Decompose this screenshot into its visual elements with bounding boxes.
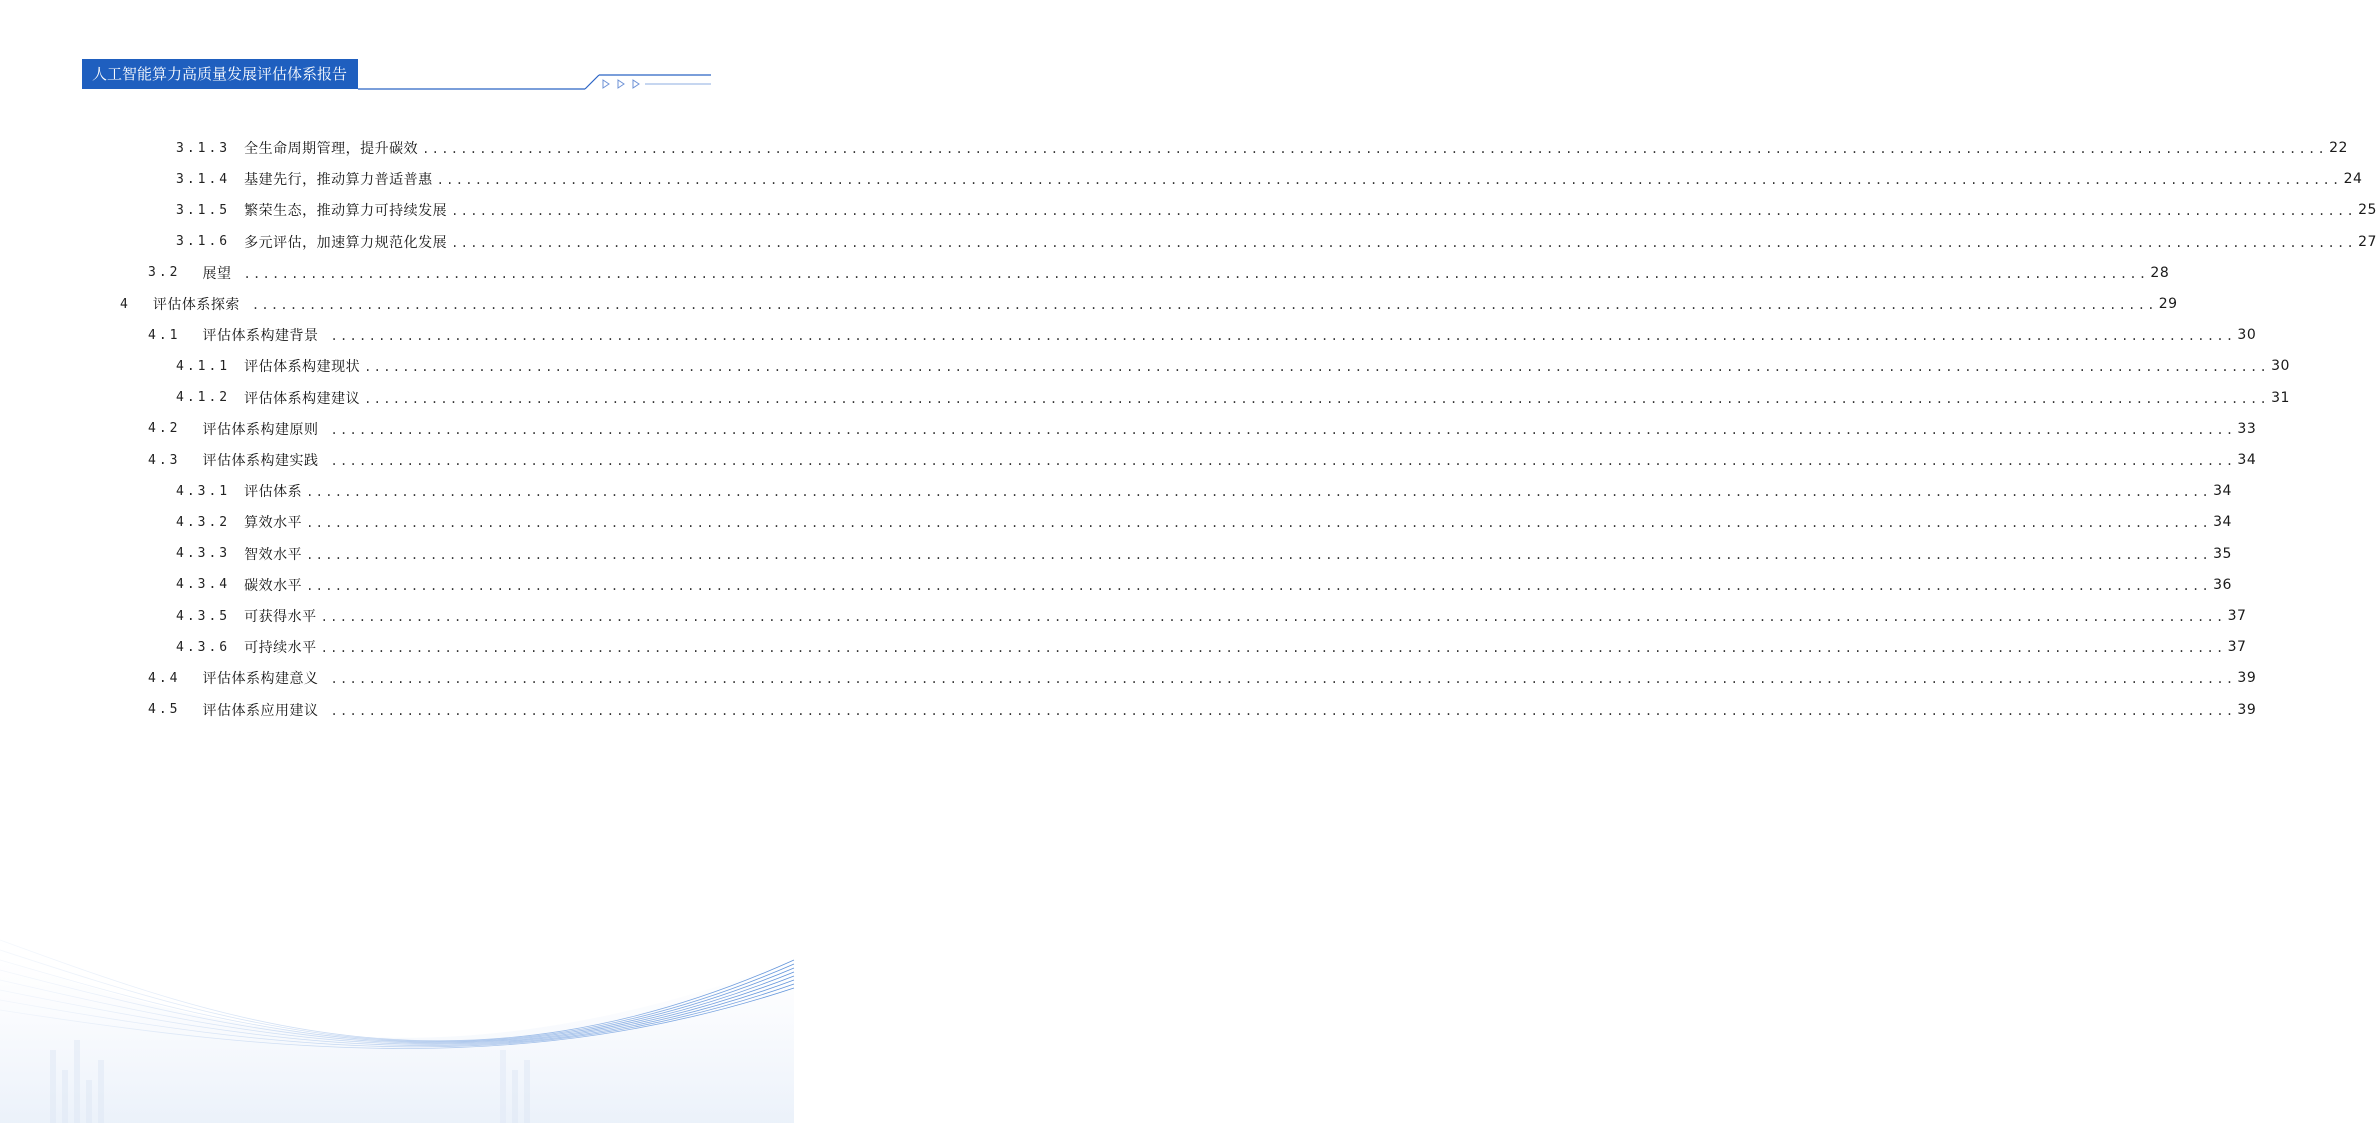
toc-section-title: 碳效水平 bbox=[244, 577, 303, 594]
toc-entry[interactable] bbox=[176, 386, 2290, 410]
toc-leader-dots: ........................................................................................................................................................................................................ bbox=[451, 235, 2357, 250]
toc-section-number: 4.1 bbox=[148, 327, 181, 343]
toc-leader-dots: ........................................................................................................................................................................................................ bbox=[320, 641, 2226, 656]
toc-leader-dots: ........................................................................................................................................................................................................ bbox=[422, 142, 2328, 156]
toc-entry[interactable] bbox=[176, 230, 2377, 254]
toc-entry[interactable] bbox=[176, 167, 2363, 191]
toc-leader-dots: ........................................................................................................................................................................................................ bbox=[451, 204, 2357, 219]
toc-section-title: 评估体系 bbox=[244, 484, 303, 501]
toc-page-number: 30 bbox=[2271, 358, 2290, 375]
toc-section-number: 3.1.4 bbox=[176, 171, 231, 187]
toc-entry[interactable] bbox=[176, 635, 2247, 659]
toc-leader-dots: ........................................................................................................................................................................................................ bbox=[436, 173, 2342, 188]
report-title: 人工智能算力高质量发展评估体系报告 bbox=[92, 65, 348, 83]
toc-entry[interactable] bbox=[120, 292, 2178, 316]
toc-page-number: 35 bbox=[2213, 545, 2232, 562]
toc-leader-dots: ........................................................................................................................................................................................................ bbox=[330, 329, 2236, 344]
toc-entry[interactable] bbox=[148, 666, 2257, 690]
toc-page-number: 25 bbox=[2358, 202, 2377, 219]
toc-leader-dots: ........................................................................................................................................................................................................ bbox=[251, 298, 2157, 312]
toc-entry[interactable] bbox=[148, 417, 2257, 441]
toc-section-title: 评估体系构建现状 bbox=[244, 359, 361, 376]
toc-section-number: 4.3 bbox=[148, 452, 181, 468]
toc-section-number: 4.4 bbox=[148, 670, 181, 686]
toc-section-number: 4.3.5 bbox=[176, 608, 231, 624]
toc-entry[interactable] bbox=[148, 323, 2257, 347]
toc-page-number: 37 bbox=[2227, 608, 2247, 624]
toc-section-title: 评估体系构建建议 bbox=[244, 390, 361, 407]
toc-page-number: 33 bbox=[2237, 420, 2257, 437]
toc-leader-dots: ........................................................................................................................................................................................................ bbox=[330, 454, 2236, 468]
toc-page-number: 34 bbox=[2213, 514, 2232, 531]
toc-section-title: 可获得水平 bbox=[244, 609, 317, 625]
toc-leader-dots: ........................................................................................................................................................................................................ bbox=[364, 360, 2270, 375]
toc-section-number: 4 bbox=[120, 296, 131, 312]
toc-section-number: 4.3.6 bbox=[176, 639, 231, 655]
toc-page-number: 22 bbox=[2329, 140, 2348, 156]
toc-leader-dots: ........................................................................................................................................................................................................ bbox=[306, 547, 2212, 562]
toc-section-number: 3.1.3 bbox=[176, 140, 231, 156]
toc-section-title: 评估体系构建背景 bbox=[202, 328, 319, 345]
toc-entry[interactable] bbox=[148, 448, 2257, 472]
toc-section-title: 评估体系构建实践 bbox=[202, 453, 319, 469]
toc-page-number: 37 bbox=[2227, 639, 2247, 656]
toc-section-number: 4.3.1 bbox=[176, 483, 231, 499]
toc-section-number: 3.1.5 bbox=[176, 202, 231, 218]
toc-section-title: 可持续水平 bbox=[244, 640, 317, 657]
toc-section-number: 4.3.4 bbox=[176, 577, 231, 593]
toc-section-title: 智效水平 bbox=[244, 546, 303, 563]
toc-page-number: 31 bbox=[2271, 389, 2290, 406]
toc-section-title: 多元评估，加速算力规范化发展 bbox=[244, 234, 448, 251]
toc-section-number: 3.2 bbox=[148, 265, 181, 281]
toc-leader-dots: ........................................................................................................................................................................................................ bbox=[243, 266, 2149, 281]
toc-page-number: 28 bbox=[2150, 264, 2170, 281]
header-decoration bbox=[355, 70, 715, 94]
toc-leader-dots: ........................................................................................................................................................................................................ bbox=[306, 485, 2212, 500]
toc-section-title: 算效水平 bbox=[244, 515, 303, 532]
header-banner bbox=[82, 59, 358, 89]
toc-section-title: 基建先行，推动算力普适普惠 bbox=[244, 172, 433, 189]
toc-page-number: 34 bbox=[2213, 483, 2232, 500]
toc-page-number: 39 bbox=[2237, 670, 2257, 687]
toc-leader-dots: ........................................................................................................................................................................................................ bbox=[330, 422, 2236, 437]
toc-page-number: 29 bbox=[2158, 296, 2178, 312]
toc-page-number: 24 bbox=[2343, 171, 2363, 188]
toc-entry[interactable] bbox=[176, 510, 2232, 534]
toc-leader-dots: ........................................................................................................................................................................................................ bbox=[306, 516, 2212, 531]
toc-leader-dots: ........................................................................................................................................................................................................ bbox=[364, 391, 2270, 406]
toc-section-number: 4.3.2 bbox=[176, 514, 231, 530]
toc-section-title: 全生命周期管理，提升碳效 bbox=[244, 141, 419, 157]
toc-section-number: 3.1.6 bbox=[176, 234, 231, 250]
toc-entry[interactable] bbox=[176, 479, 2232, 503]
toc-section-number: 4.1.2 bbox=[176, 390, 231, 406]
toc-section-title: 评估体系探索 bbox=[152, 297, 240, 313]
toc-entry[interactable] bbox=[176, 604, 2247, 628]
toc-section-title: 评估体系构建原则 bbox=[202, 421, 319, 438]
toc-entry[interactable] bbox=[176, 573, 2232, 597]
toc-leader-dots: ........................................................................................................................................................................................................ bbox=[306, 578, 2212, 593]
background-wave-decoration bbox=[0, 900, 794, 1123]
toc-section-number: 4.2 bbox=[148, 421, 181, 437]
toc-entry[interactable] bbox=[176, 354, 2290, 378]
toc-entry[interactable] bbox=[176, 198, 2377, 222]
toc-leader-dots: ........................................................................................................................................................................................................ bbox=[320, 610, 2226, 624]
toc-entry[interactable] bbox=[148, 261, 2170, 285]
toc-page-number: 30 bbox=[2237, 327, 2257, 344]
toc-entry[interactable] bbox=[148, 698, 2257, 722]
toc-section-number: 4.5 bbox=[148, 702, 181, 718]
toc-section-title: 评估体系构建意义 bbox=[202, 671, 319, 688]
toc-entry[interactable] bbox=[176, 136, 2348, 160]
toc-section-title: 评估体系应用建议 bbox=[202, 702, 319, 719]
toc-section-title: 繁荣生态，推动算力可持续发展 bbox=[244, 203, 448, 220]
toc-entry[interactable] bbox=[176, 542, 2232, 566]
toc-page-number: 27 bbox=[2358, 233, 2377, 250]
toc-page-number: 39 bbox=[2237, 701, 2257, 718]
toc-leader-dots: ........................................................................................................................................................................................................ bbox=[330, 672, 2236, 687]
toc-section-title: 展望 bbox=[202, 265, 232, 282]
toc-section-number: 4.1.1 bbox=[176, 358, 231, 374]
toc-page-number: 34 bbox=[2237, 452, 2257, 468]
toc-leader-dots: ........................................................................................................................................................................................................ bbox=[330, 703, 2236, 718]
toc-section-number: 4.3.3 bbox=[176, 546, 231, 562]
toc-page-number: 36 bbox=[2213, 576, 2232, 593]
